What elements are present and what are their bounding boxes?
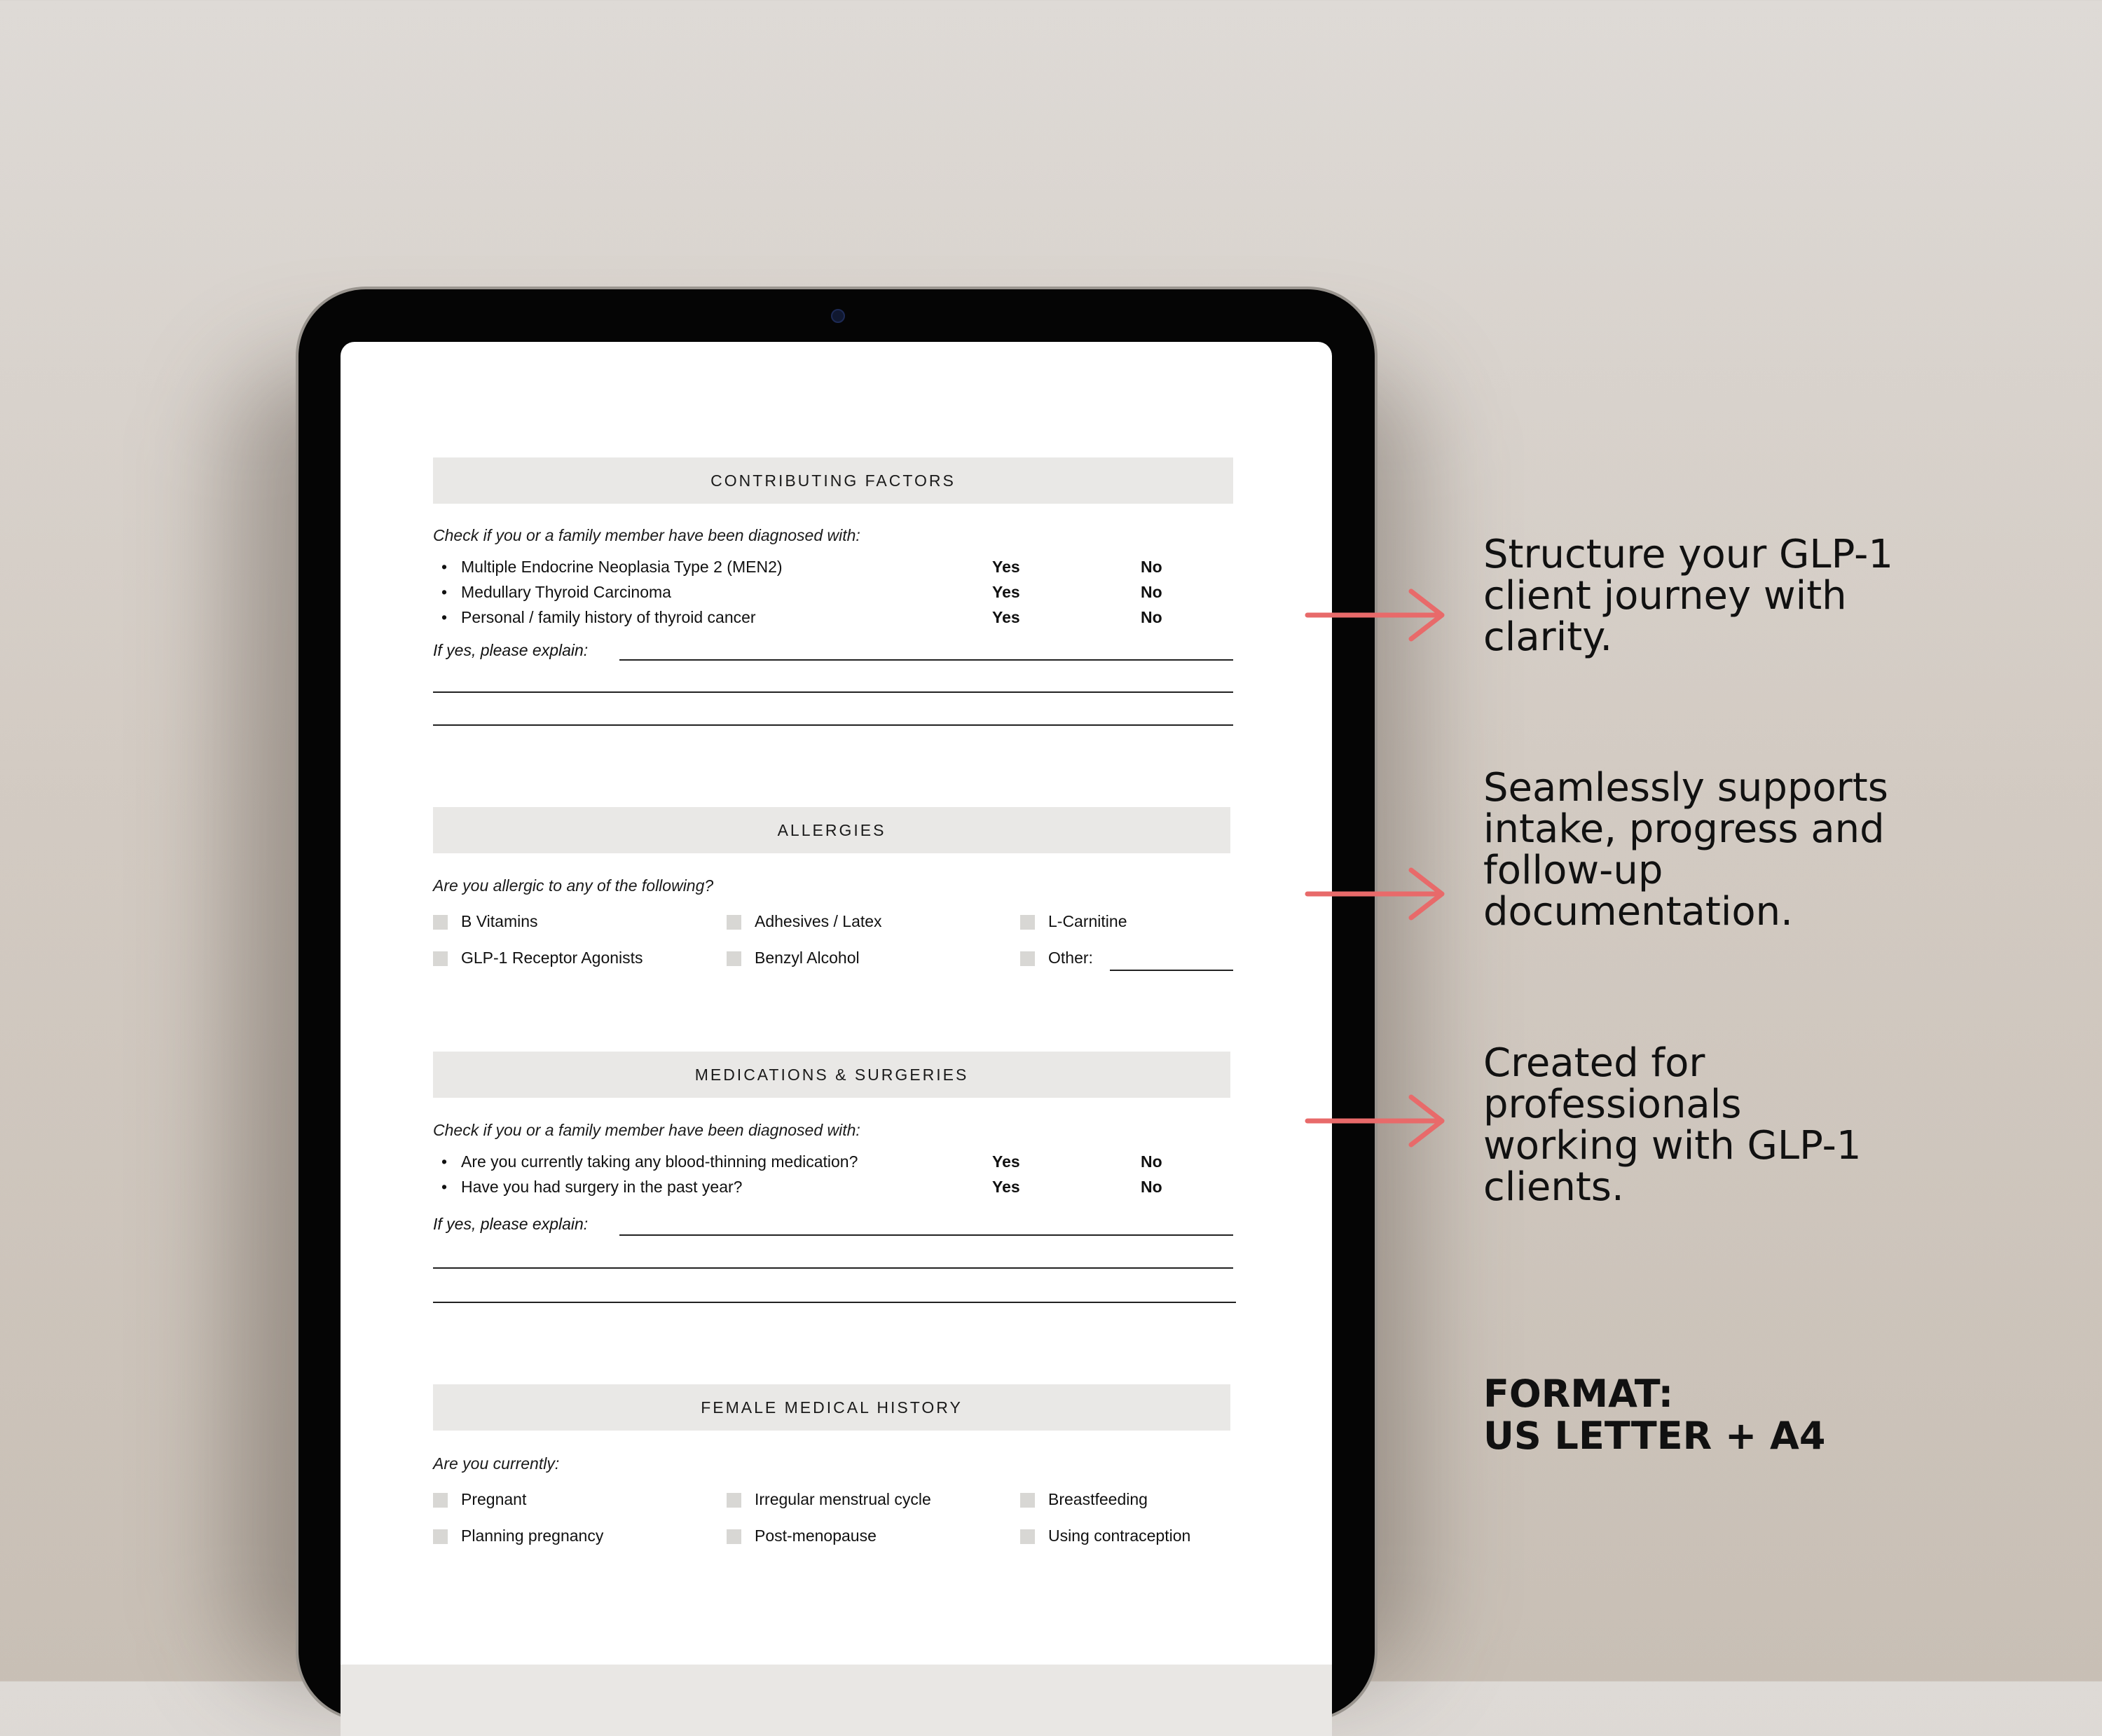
checkbox-label: Irregular menstrual cycle (755, 1490, 931, 1508)
section-header-female-medical-history: FEMALE MEDICAL HISTORY (433, 1384, 1230, 1431)
question-row (433, 583, 1233, 607)
question-row (433, 608, 1233, 632)
explain-label: If yes, please explain: (433, 641, 589, 659)
explain-label: If yes, please explain: (433, 1215, 589, 1233)
arrow-right-icon (1305, 866, 1448, 922)
question-row (433, 1178, 1233, 1201)
bullet-icon: • (441, 608, 448, 626)
explain-input-line[interactable] (433, 1302, 1236, 1303)
checkbox[interactable] (727, 1529, 741, 1544)
checkbox[interactable] (1020, 951, 1035, 966)
checkbox[interactable] (727, 951, 741, 966)
tablet-device (298, 289, 1375, 1718)
intake-form-page (341, 342, 1332, 1736)
checkbox[interactable] (727, 1493, 741, 1508)
no-option[interactable]: No (1141, 558, 1162, 576)
no-option[interactable]: No (1141, 1178, 1162, 1196)
bullet-icon: • (441, 558, 448, 576)
checkbox-label: Post-menopause (755, 1527, 877, 1545)
checkbox[interactable] (1020, 1529, 1035, 1544)
checkbox[interactable] (1020, 1493, 1035, 1508)
yes-option[interactable]: Yes (992, 1152, 1020, 1171)
question-row (433, 1152, 1233, 1176)
yes-option[interactable]: Yes (992, 608, 1020, 626)
checkbox[interactable] (433, 951, 448, 966)
explain-input-line[interactable] (433, 724, 1233, 726)
contributing-prompt: Check if you or a family member have been diagnosed with: (433, 526, 860, 544)
arrow-right-icon (1305, 587, 1448, 643)
format-title: FORMAT: (1483, 1372, 1674, 1416)
question-row (433, 558, 1233, 581)
explain-input-line[interactable] (619, 659, 1233, 661)
no-option[interactable]: No (1141, 608, 1162, 626)
question-text: Are you currently taking any blood-thinning medication? (461, 1152, 858, 1171)
checkbox-label: Benzyl Alcohol (755, 949, 860, 967)
no-option[interactable]: No (1141, 583, 1162, 601)
checkbox-label: Using contraception (1048, 1527, 1191, 1545)
yes-option[interactable]: Yes (992, 1178, 1020, 1196)
checkbox[interactable] (433, 1529, 448, 1544)
checkbox-label: Planning pregnancy (461, 1527, 604, 1545)
section-header-allergies: ALLERGIES (433, 807, 1230, 853)
female-prompt: Are you currently: (433, 1454, 560, 1473)
allergies-prompt: Are you allergic to any of the following? (433, 876, 714, 895)
section-header-medications-surgeries: MEDICATIONS & SURGERIES (433, 1052, 1230, 1098)
question-text: Medullary Thyroid Carcinoma (461, 583, 671, 601)
format-label (1483, 1373, 1825, 1457)
section-header-contributing-factors: CONTRIBUTING FACTORS (433, 457, 1233, 504)
checkbox-label: Other: (1048, 949, 1093, 967)
checkbox[interactable] (433, 1493, 448, 1508)
explain-input-line[interactable] (433, 691, 1233, 693)
arrow-right-icon (1305, 1093, 1448, 1149)
callout-professionals: Created for professionals working with GLP-1 clients. (1483, 1040, 1862, 1210)
bullet-icon: • (441, 1152, 448, 1171)
checkbox[interactable] (433, 915, 448, 930)
bullet-icon: • (441, 583, 448, 601)
medications-prompt: Check if you or a family member have been diagnosed with: (433, 1121, 860, 1139)
explain-input-line[interactable] (433, 1267, 1233, 1269)
question-text: Multiple Endocrine Neoplasia Type 2 (MEN2) (461, 558, 783, 576)
checkbox-label: GLP-1 Receptor Agonists (461, 949, 643, 967)
tablet-screen (341, 342, 1332, 1736)
no-option[interactable]: No (1141, 1152, 1162, 1171)
checkbox-label: Breastfeeding (1048, 1490, 1148, 1508)
explain-input-line[interactable] (619, 1234, 1233, 1236)
question-text: Have you had surgery in the past year? (461, 1178, 743, 1196)
format-value: US LETTER + A4 (1483, 1414, 1826, 1458)
checkbox-label: B Vitamins (461, 912, 538, 930)
checkbox-label: Pregnant (461, 1490, 527, 1508)
checkbox-label: L-Carnitine (1048, 912, 1127, 930)
callout-structure: Structure your GLP-1 client journey with clarity. (1483, 532, 1893, 660)
other-input-line[interactable] (1110, 970, 1233, 971)
checkbox[interactable] (1020, 915, 1035, 930)
yes-option[interactable]: Yes (992, 558, 1020, 576)
bullet-icon: • (441, 1178, 448, 1196)
question-text: Personal / family history of thyroid cancer (461, 608, 756, 626)
yes-option[interactable]: Yes (992, 583, 1020, 601)
camera-icon (831, 309, 845, 323)
checkbox-label: Adhesives / Latex (755, 912, 882, 930)
callout-seamless: Seamlessly supports intake, progress and follow-up documentation. (1483, 765, 1888, 935)
next-page-edge (341, 1665, 1332, 1736)
checkbox[interactable] (727, 915, 741, 930)
